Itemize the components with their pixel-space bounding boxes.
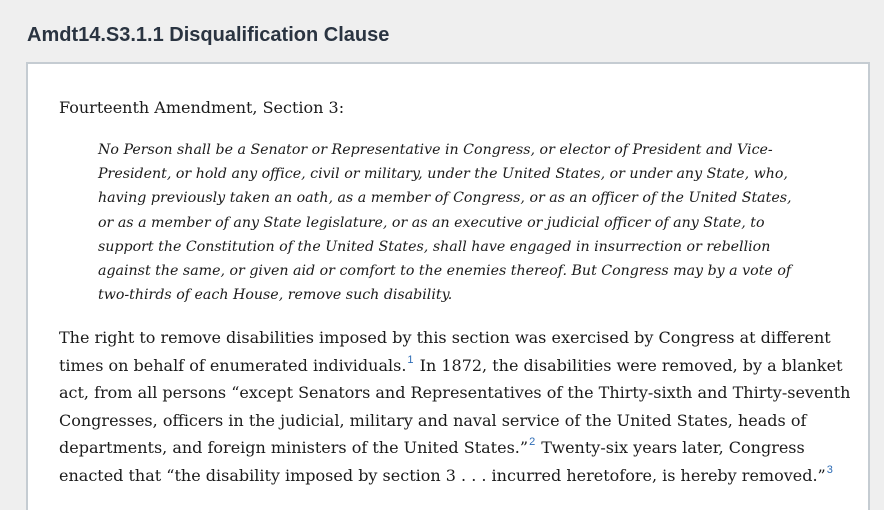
paragraph-line: The right to remove disabilities imposed by this section was exercised by Congress at different [59,328,831,347]
quote-line: President, or hold any office, civil or military, under the United States, or under any State, who, [98,166,788,183]
quote-line: or as a member of any State legislature, or as an executive or judicial officer of any State, to [98,214,765,231]
paragraph-text: times on behalf of enumerated individuals. [59,355,407,375]
paragraph-line [59,434,849,462]
paragraph-line: Congresses, officers in the judicial, military and naval service of the United States, heads of [59,410,807,430]
paragraph-line: act, from all persons “except Senators and Representatives of the Thirty-sixth and Thirty-seventh [59,383,851,402]
paragraph-line [59,462,849,490]
constitution-quote [98,138,810,307]
quote-line: support the Constitution of the United States, shall have engaged in insurrection or rebellion [98,238,771,255]
footnote-link-2[interactable]: 2 [529,436,536,448]
footnote-link-3[interactable]: 3 [826,463,833,476]
quote-line: against the same, or given aid or comfort to the enemies thereof. But Congress may by a vote of [98,263,792,280]
footnote-link-1[interactable]: 1 [407,353,414,366]
body-paragraph [59,324,849,489]
paragraph-text: enacted that “the disability imposed by section 3 . . . incurred heretofore, is hereby removed.” [59,465,826,485]
quote-line: No Person shall be a Senator or Representative in Congress, or elector of President and Vice- [98,142,773,158]
paragraph-text: In 1872, the disabilities were removed, by a blanket [414,355,843,375]
page-title: Amdt14.S3.1.1 Disqualification Clause [27,24,390,46]
paragraph-text: Twenty-six years later, Congress [536,438,805,457]
section-intro: Fourteenth Amendment, Section 3: [59,98,345,117]
paragraph-line [59,352,849,380]
content-box [26,62,870,510]
paragraph-text: departments, and foreign ministers of the United States.” [59,438,529,457]
quote-line: having previously taken an oath, as a member of Congress, or as an officer of the United States, [98,190,792,207]
quote-line: two-thirds of each House, remove such disability. [98,287,453,304]
